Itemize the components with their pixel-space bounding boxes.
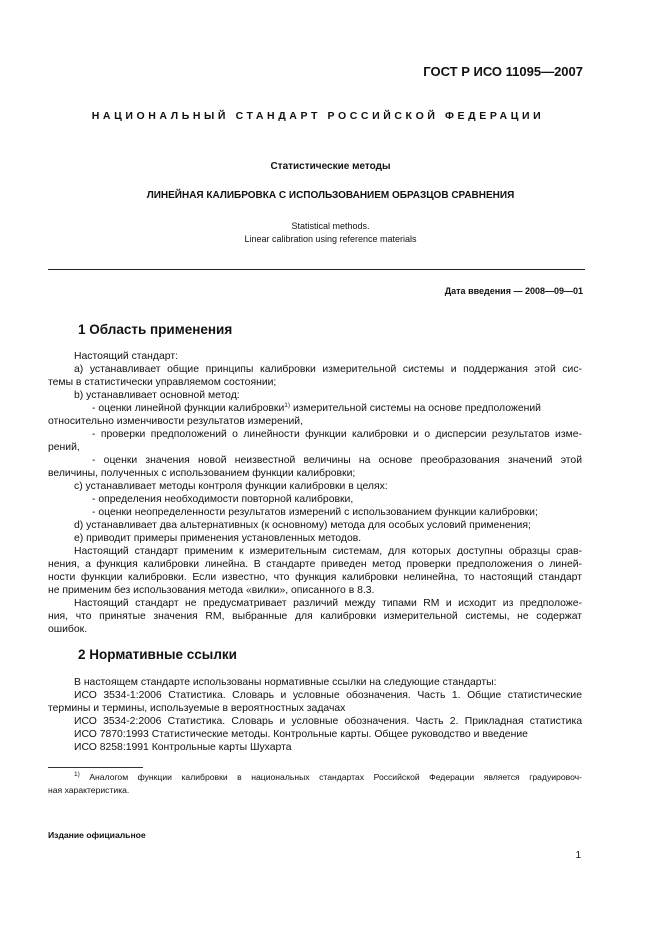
text-line: - проверки предположений о линейности функции калибровки и о дисперсии результатов изме- — [92, 429, 582, 440]
text-line: ошибок. — [48, 624, 88, 635]
footnote-line: ная характеристика. — [48, 785, 130, 795]
text-line: - определения необходимости повторной калибровки, — [92, 494, 354, 505]
text-line: не применим без использования метода «вилки», описанного в 8.3. — [48, 585, 375, 596]
text-fragment: измерительной системы на основе предположений — [290, 403, 541, 414]
national-standard-banner: НАЦИОНАЛЬНЫЙ СТАНДАРТ РОССИЙСКОЙ ФЕДЕРАЦИИ — [91, 110, 545, 122]
text-line: - оценки неопределенности результатов измерений с использованием функции калибровки; — [92, 507, 538, 518]
title-en-line2: Linear calibration using reference materials — [244, 234, 417, 244]
footnote-divider — [48, 767, 143, 768]
footnote-marker: 1) — [74, 771, 80, 778]
text-line: ИСО 8258:1991 Контрольные карты Шухарта — [74, 742, 292, 753]
text-line: рений, — [48, 442, 80, 453]
text-line: В настоящем стандарте использованы нормативные ссылки на следующие стандарты: — [74, 677, 497, 688]
title-ru-line2: ЛИНЕЙНАЯ КАЛИБРОВКА С ИСПОЛЬЗОВАНИЕМ ОБРАЗЦОВ СРАВНЕНИЯ — [146, 190, 515, 201]
header-divider — [48, 269, 585, 270]
text-line — [92, 403, 582, 416]
title-ru-line1: Статистические методы — [270, 161, 391, 172]
text-line: нения, а функция калибровки линейна. В стандарте приведен метод проверки предположения о линей- — [48, 559, 582, 570]
section-1-heading: 1 Область применения — [78, 322, 233, 337]
text-line: термины и термины, используемые в вероятностных задачах — [48, 703, 346, 714]
text-line: d) устанавливает два альтернативных (к основному) метода для особых условий применения; — [74, 520, 531, 531]
text-line: а) устанавливает общие принципы калибровки измерительной системы и поддержания этой сис- — [74, 364, 582, 375]
text-line: Настоящий стандарт не предусматривает различий между типами RM и исходит из предположе- — [74, 598, 582, 609]
page-number: 1 — [575, 850, 581, 861]
footnote-line — [74, 772, 582, 782]
text-line: с) устанавливает методы контроля функции калибровки в целях: — [74, 481, 388, 492]
text-line: - оценки значения новой неизвестной величины на основе преобразования значений этой — [92, 455, 582, 466]
text-line: величины, полученных с использованием функции калибровки; — [48, 468, 356, 479]
text-line: ности функции калибровки. Если известно, что функция калибровки нелинейна, то настоящий стандарт — [48, 572, 582, 583]
title-en-line1: Statistical methods. — [291, 221, 370, 231]
section-2-heading: 2 Нормативные ссылки — [78, 647, 237, 662]
text-line: b) устанавливает основной метод: — [74, 390, 240, 401]
edition-label: Издание официальное — [48, 830, 146, 840]
text-line: темы в статистически управляемом состоянии; — [48, 377, 277, 388]
introduction-date: Дата введения — 2008—09—01 — [444, 286, 583, 296]
text-line: ния, что принятые значения RM, выбранные для калибровки измерительной системы, не содержат — [48, 611, 582, 622]
footnote-marker: 1) — [284, 402, 291, 409]
text-line: ИСО 7870:1993 Статистические методы. Контрольные карты. Общее руководство и введение — [74, 729, 528, 740]
text-line: ИСО 3534-1:2006 Статистика. Словарь и условные обозначения. Часть 1. Общие статистические — [74, 690, 582, 701]
text-line: Настоящий стандарт: — [74, 351, 178, 362]
text-line: е) приводит примеры применения установленных методов. — [74, 533, 362, 544]
text-line: относительно изменчивости результатов измерений, — [48, 416, 303, 427]
text-line: Настоящий стандарт применим к измерительным системам, для которых доступны образцы срав- — [74, 546, 582, 557]
text-line: ИСО 3534-2:2006 Статистика. Словарь и условные обозначения. Часть 2. Прикладная статистика — [74, 716, 582, 727]
standard-code: ГОСТ Р ИСО 11095—2007 — [423, 64, 583, 79]
text-fragment: - оценки линейной функции калибровки — [92, 403, 285, 414]
footnote-text: Аналогом функции калибровки в национальных стандартах Российской Федерации является градуировоч- — [89, 772, 582, 782]
